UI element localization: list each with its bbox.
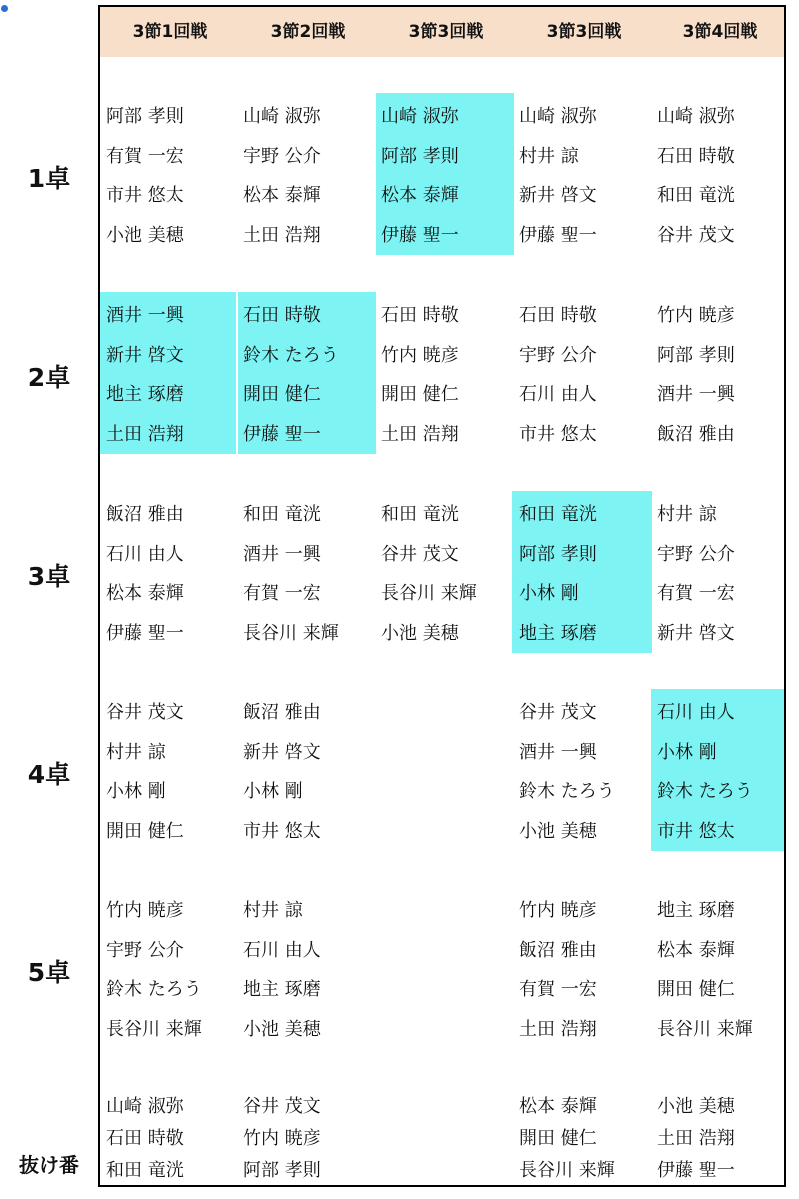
player-name: 市井 悠太 [519,424,597,446]
player-name: 土田 浩翔 [381,424,459,446]
bye-player-name: 竹内 暁彦 [243,1128,321,1149]
player-name: 新井 啓文 [243,741,321,763]
player-name: 地主 琢磨 [519,623,597,645]
player-name: 村井 諒 [106,741,166,763]
table-label: 1卓 [27,164,71,193]
player-name: 谷井 茂文 [519,702,597,723]
player-name: 和田 竜洸 [381,504,459,525]
player-name: 小林 剛 [106,781,166,803]
player-name: 開田 健仁 [106,821,184,843]
player-name: 阿部 孝則 [106,106,184,127]
player-name: 石田 時敬 [657,145,735,167]
player-name: 地主 琢磨 [243,979,321,1001]
player-name: 開田 健仁 [243,384,321,406]
player-name: 有賀 一宏 [657,583,735,605]
player-name: 小池 美穂 [243,1019,321,1041]
player-name: 山崎 淑弥 [657,106,735,127]
player-name: 有賀 一宏 [106,145,184,167]
player-name: 石川 由人 [657,702,735,723]
player-name: 有賀 一宏 [243,583,321,605]
bye-player-name: 伊藤 聖一 [657,1160,735,1181]
player-name: 宇野 公介 [106,939,184,961]
player-name: 山崎 淑弥 [519,106,597,127]
player-name: 鈴木 たろう [106,979,202,1001]
player-name: 長谷川 来輝 [106,1019,202,1041]
player-name: 阿部 孝則 [519,543,597,565]
player-name: 新井 啓文 [519,185,597,207]
corner-dot-icon [1,5,8,12]
table-label: 2卓 [27,363,71,392]
player-name: 飯沼 雅由 [657,424,735,446]
player-name: 石田 時敬 [381,305,459,326]
player-name: 石川 由人 [243,939,321,961]
player-name: 新井 啓文 [106,344,184,366]
player-name: 飯沼 雅由 [519,939,597,961]
bye-player-name: 長谷川 来輝 [519,1160,615,1181]
player-name: 鈴木 たろう [657,781,753,803]
bye-player-name: 土田 浩翔 [657,1128,735,1149]
player-name: 和田 竜洸 [519,504,597,525]
table-label: 4卓 [27,760,71,789]
table-label: 3卓 [27,562,71,591]
player-name: 市井 悠太 [243,821,321,843]
player-name: 石田 時敬 [519,305,597,326]
player-name: 竹内 暁彦 [106,900,184,921]
player-name: 開田 健仁 [657,979,735,1001]
player-name: 鈴木 たろう [519,781,615,803]
player-name: 谷井 茂文 [106,702,184,723]
player-name: 松本 泰輝 [243,185,321,207]
player-name: 小池 美穂 [106,225,184,247]
header-cell-5: 3節4回戦 [682,22,758,42]
player-name: 谷井 茂文 [381,543,459,565]
player-name: 飯沼 雅由 [243,702,321,723]
player-name: 村井 諒 [519,145,579,167]
player-name: 開田 健仁 [381,384,459,406]
player-name: 松本 泰輝 [657,939,735,961]
player-name: 石田 時敬 [243,305,321,326]
player-name: 市井 悠太 [657,821,735,843]
player-name: 長谷川 来輝 [657,1019,753,1041]
player-name: 有賀 一宏 [519,979,597,1001]
player-name: 竹内 暁彦 [657,305,735,326]
player-name: 市井 悠太 [106,185,184,207]
player-name: 小林 剛 [519,583,579,605]
player-name: 長谷川 来輝 [243,623,339,645]
bye-player-name: 和田 竜洸 [106,1160,184,1181]
player-name: 土田 浩翔 [243,225,321,247]
player-name: 宇野 公介 [243,145,321,167]
player-name: 宇野 公介 [519,344,597,366]
player-name: 村井 諒 [657,504,717,525]
player-name: 地主 琢磨 [106,384,184,406]
bye-player-name: 松本 泰輝 [519,1096,597,1117]
player-name: 竹内 暁彦 [381,344,459,366]
bye-player-name: 山崎 淑弥 [106,1096,184,1117]
player-name: 谷井 茂文 [657,225,735,247]
player-name: 鈴木 たろう [243,344,339,366]
player-name: 酒井 一興 [519,741,597,763]
player-name: 松本 泰輝 [381,185,459,207]
bye-player-name: 石田 時敬 [106,1128,184,1149]
player-name: 阿部 孝則 [381,145,459,167]
player-name: 酒井 一興 [657,384,735,406]
header-cell-3: 3節3回戦 [408,22,484,42]
header-cell-4: 3節3回戦 [546,22,622,42]
player-name: 土田 浩翔 [519,1019,597,1041]
player-name: 小林 剛 [657,741,717,763]
player-name: 長谷川 来輝 [381,583,477,605]
bye-player-name: 谷井 茂文 [243,1096,321,1117]
bye-player-name: 小池 美穂 [657,1096,735,1117]
player-name: 飯沼 雅由 [106,504,184,525]
player-name: 伊藤 聖一 [519,225,597,247]
player-name: 伊藤 聖一 [243,424,321,446]
player-name: 阿部 孝則 [657,344,735,366]
player-name: 石川 由人 [519,384,597,406]
player-name: 小池 美穂 [381,623,459,645]
player-name: 松本 泰輝 [106,583,184,605]
player-name: 酒井 一興 [106,305,184,326]
player-name: 和田 竜洸 [657,185,735,207]
player-name: 土田 浩翔 [106,424,184,446]
player-name: 竹内 暁彦 [519,900,597,921]
player-name: 新井 啓文 [657,623,735,645]
player-name: 伊藤 聖一 [106,623,184,645]
bye-label: 抜け番 [19,1153,79,1177]
player-name: 宇野 公介 [657,543,735,565]
player-name: 石川 由人 [106,543,184,565]
bye-player-name: 阿部 孝則 [243,1160,321,1181]
player-name: 村井 諒 [243,900,303,921]
player-name: 山崎 淑弥 [243,106,321,127]
player-name: 地主 琢磨 [657,900,735,921]
header-cell-2: 3節2回戦 [270,22,346,42]
bye-player-name: 開田 健仁 [519,1128,597,1149]
player-name: 伊藤 聖一 [381,225,459,247]
player-name: 山崎 淑弥 [381,106,459,127]
table-frame [98,5,786,1187]
player-name: 酒井 一興 [243,543,321,565]
player-name: 小池 美穂 [519,821,597,843]
player-name: 和田 竜洸 [243,504,321,525]
header-cell-1: 3節1回戦 [132,22,208,42]
player-name: 小林 剛 [243,781,303,803]
table-label: 5卓 [27,958,71,987]
